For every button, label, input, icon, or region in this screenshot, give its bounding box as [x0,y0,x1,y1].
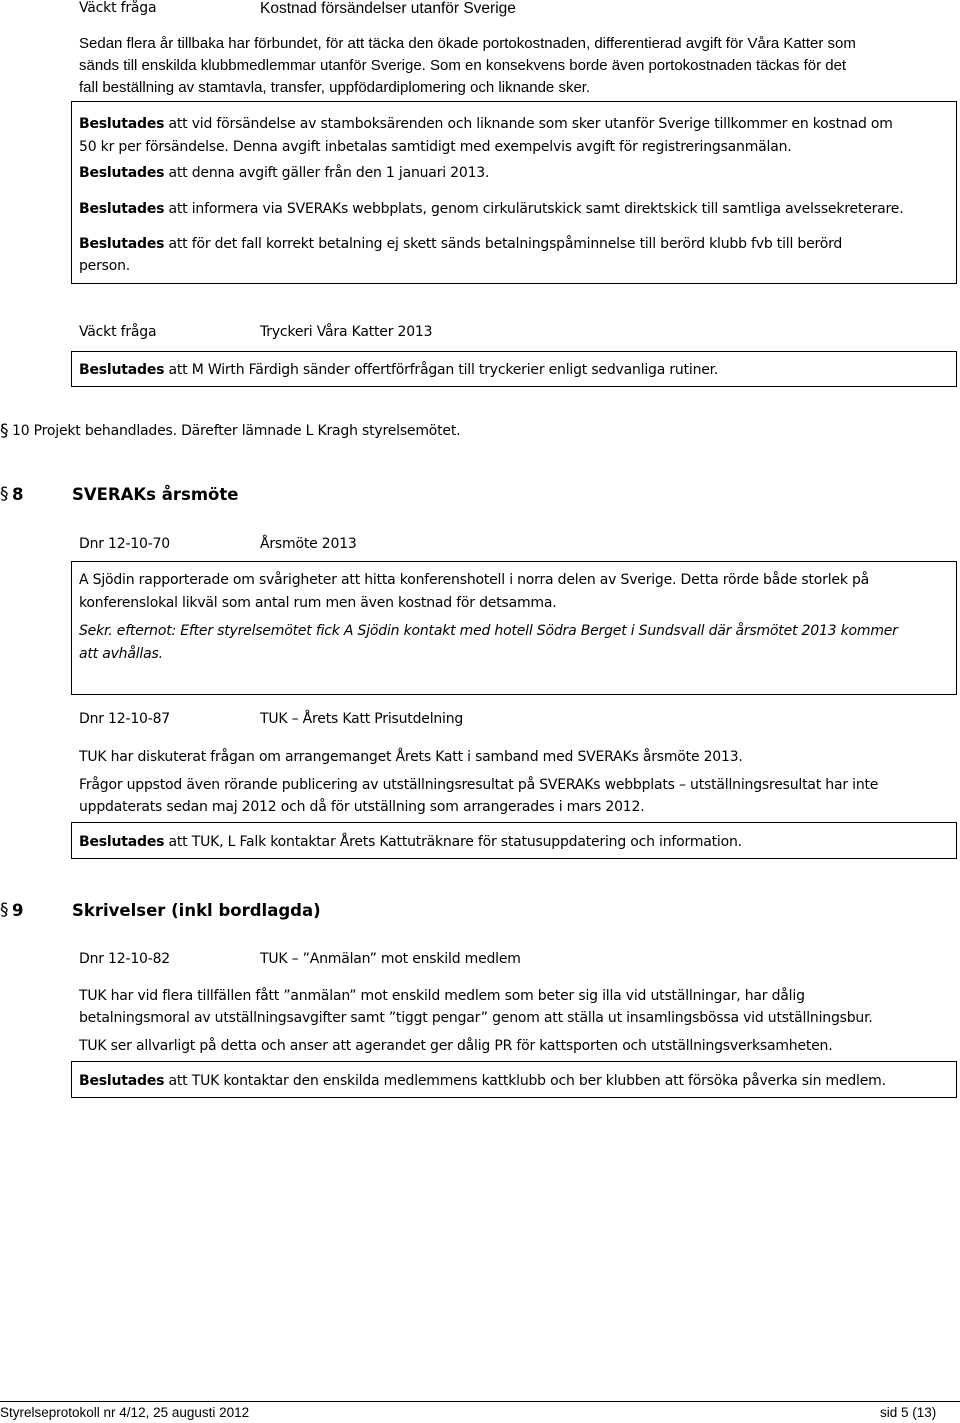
s9-item1-decision: Beslutades att TUK kontaktar den enskilda medlemmens kattklubb och ber klubben att försöka påverka sin medlem. [79,1073,886,1089]
s8-item2-dnr: Dnr 12-10-87 [79,711,171,727]
section-8-title: SVERAKs årsmöte [72,485,239,504]
q1-decision-2: Beslutades att denna avgift gäller från den 1 januari 2013. [79,165,490,181]
projects-note: 10 Projekt behandlades. Därefter lämnade L Kragh styrelsemötet. [12,423,461,439]
s8-item1-title: Årsmöte 2013 [260,536,357,552]
q1-intro-line2: sänds till enskilda klubbmedlemmar utanför Sverige. Som en konsekvens borde även portokostnaden täckas för det [79,57,847,74]
s8-item2-line1: TUK har diskuterat frågan om arrangemanget Årets Katt i samband med SVERAKs årsmöte 2013. [79,749,743,765]
s9-item1-line2: betalningsmoral av utställningsavgifter samt ”tiggt pengar” genom att ställa ut insamlingsbössa vid utställningsbur. [79,1010,873,1026]
q1-intro-line1: Sedan flera år tillbaka har förbundet, för att täcka den ökade portokostnaden, differentierad avgift för Våra Katter som [79,35,856,52]
q2-label: Väckt fråga [79,324,157,340]
q2-decision-1: Beslutades att M Wirth Färdigh sänder offertförfrågan till tryckerier enligt sedvanliga rutiner. [79,362,719,378]
section-8-number: 8 [12,485,24,504]
s8-item2-line2: Frågor uppstod även rörande publicering av utställningsresultat på SVERAKs webbplats – utställningsresultat har inte [79,777,879,793]
q1-decision-3: Beslutades att informera via SVERAKs webbplats, genom cirkulärutskick samt direktskick till samtliga avelssekreterare. [79,201,904,217]
q2-title: Tryckeri Våra Katter 2013 [260,324,433,340]
s9-item1-line1: TUK har vid flera tillfällen fått ”anmälan” mot enskild medlem som beter sig illa vid utställningar, har dålig [79,988,805,1004]
footer-page: sid 5 (13) [880,1405,937,1420]
s8-item2-title: TUK – Årets Katt Prisutdelning [260,711,464,727]
s9-item1-dnr: Dnr 12-10-82 [79,951,171,967]
s8-item2-decision: Beslutades att TUK, L Falk kontaktar Årets Kattuträknare för statusuppdatering och information. [79,834,742,850]
q1-label: Väckt fråga [79,0,157,16]
paragraph-icon: § [0,421,9,441]
paragraph-icon: § [0,900,9,920]
s8-item1-note1: Sekr. efternot: Efter styrelsemötet fick A Sjödin kontakt med hotell Södra Berget i Sundsvall där årsmötet 2013 kommer [79,623,898,639]
q1-decision-4a: Beslutades att för det fall korrekt betalning ej skett sänds betalningspåminnelse till berörd klubb fvb till berörd [79,236,843,252]
paragraph-icon: § [0,484,9,504]
footer-rule [0,1401,960,1402]
s8-item1-line2: konferenslokal likväl som antal rum men även kostnad för detsamma. [79,595,557,611]
section-9-title: Skrivelser (inkl bordlagda) [72,901,321,920]
s8-item2-line3: uppdaterats sedan maj 2012 och då för utställning som arrangerades i mars 2012. [79,799,645,815]
q1-intro-line3: fall beställning av stamtavla, transfer, uppfödardiplomering och liknande sker. [79,79,591,96]
q1-decision-4b: person. [79,258,131,274]
q1-decision-1a: Beslutades att vid försändelse av stamboksärenden och liknande som sker utanför Sverige tillkommer en kostnad om [79,116,893,132]
s8-item1-note2: att avhållas. [79,646,163,662]
q1-decision-1b: 50 kr per försändelse. Denna avgift inbetalas samtidigt med exempelvis avgift för registreringsanmälan. [79,139,792,155]
s9-item1-title: TUK – ”Anmälan” mot enskild medlem [260,951,521,967]
q1-title: Kostnad försändelser utanför Sverige [260,0,516,17]
s8-item1-line1: A Sjödin rapporterade om svårigheter att hitta konferenshotell i norra delen av Sverige. Detta rörde både storlek på [79,572,870,588]
footer-left: Styrelseprotokoll nr 4/12, 25 augusti 2012 [0,1405,250,1420]
section-9-number: 9 [12,901,24,920]
s9-item1-line3: TUK ser allvarligt på detta och anser att agerandet ger dålig PR för kattsporten och utställningsverksamheten. [79,1038,833,1054]
s8-item1-dnr: Dnr 12-10-70 [79,536,171,552]
